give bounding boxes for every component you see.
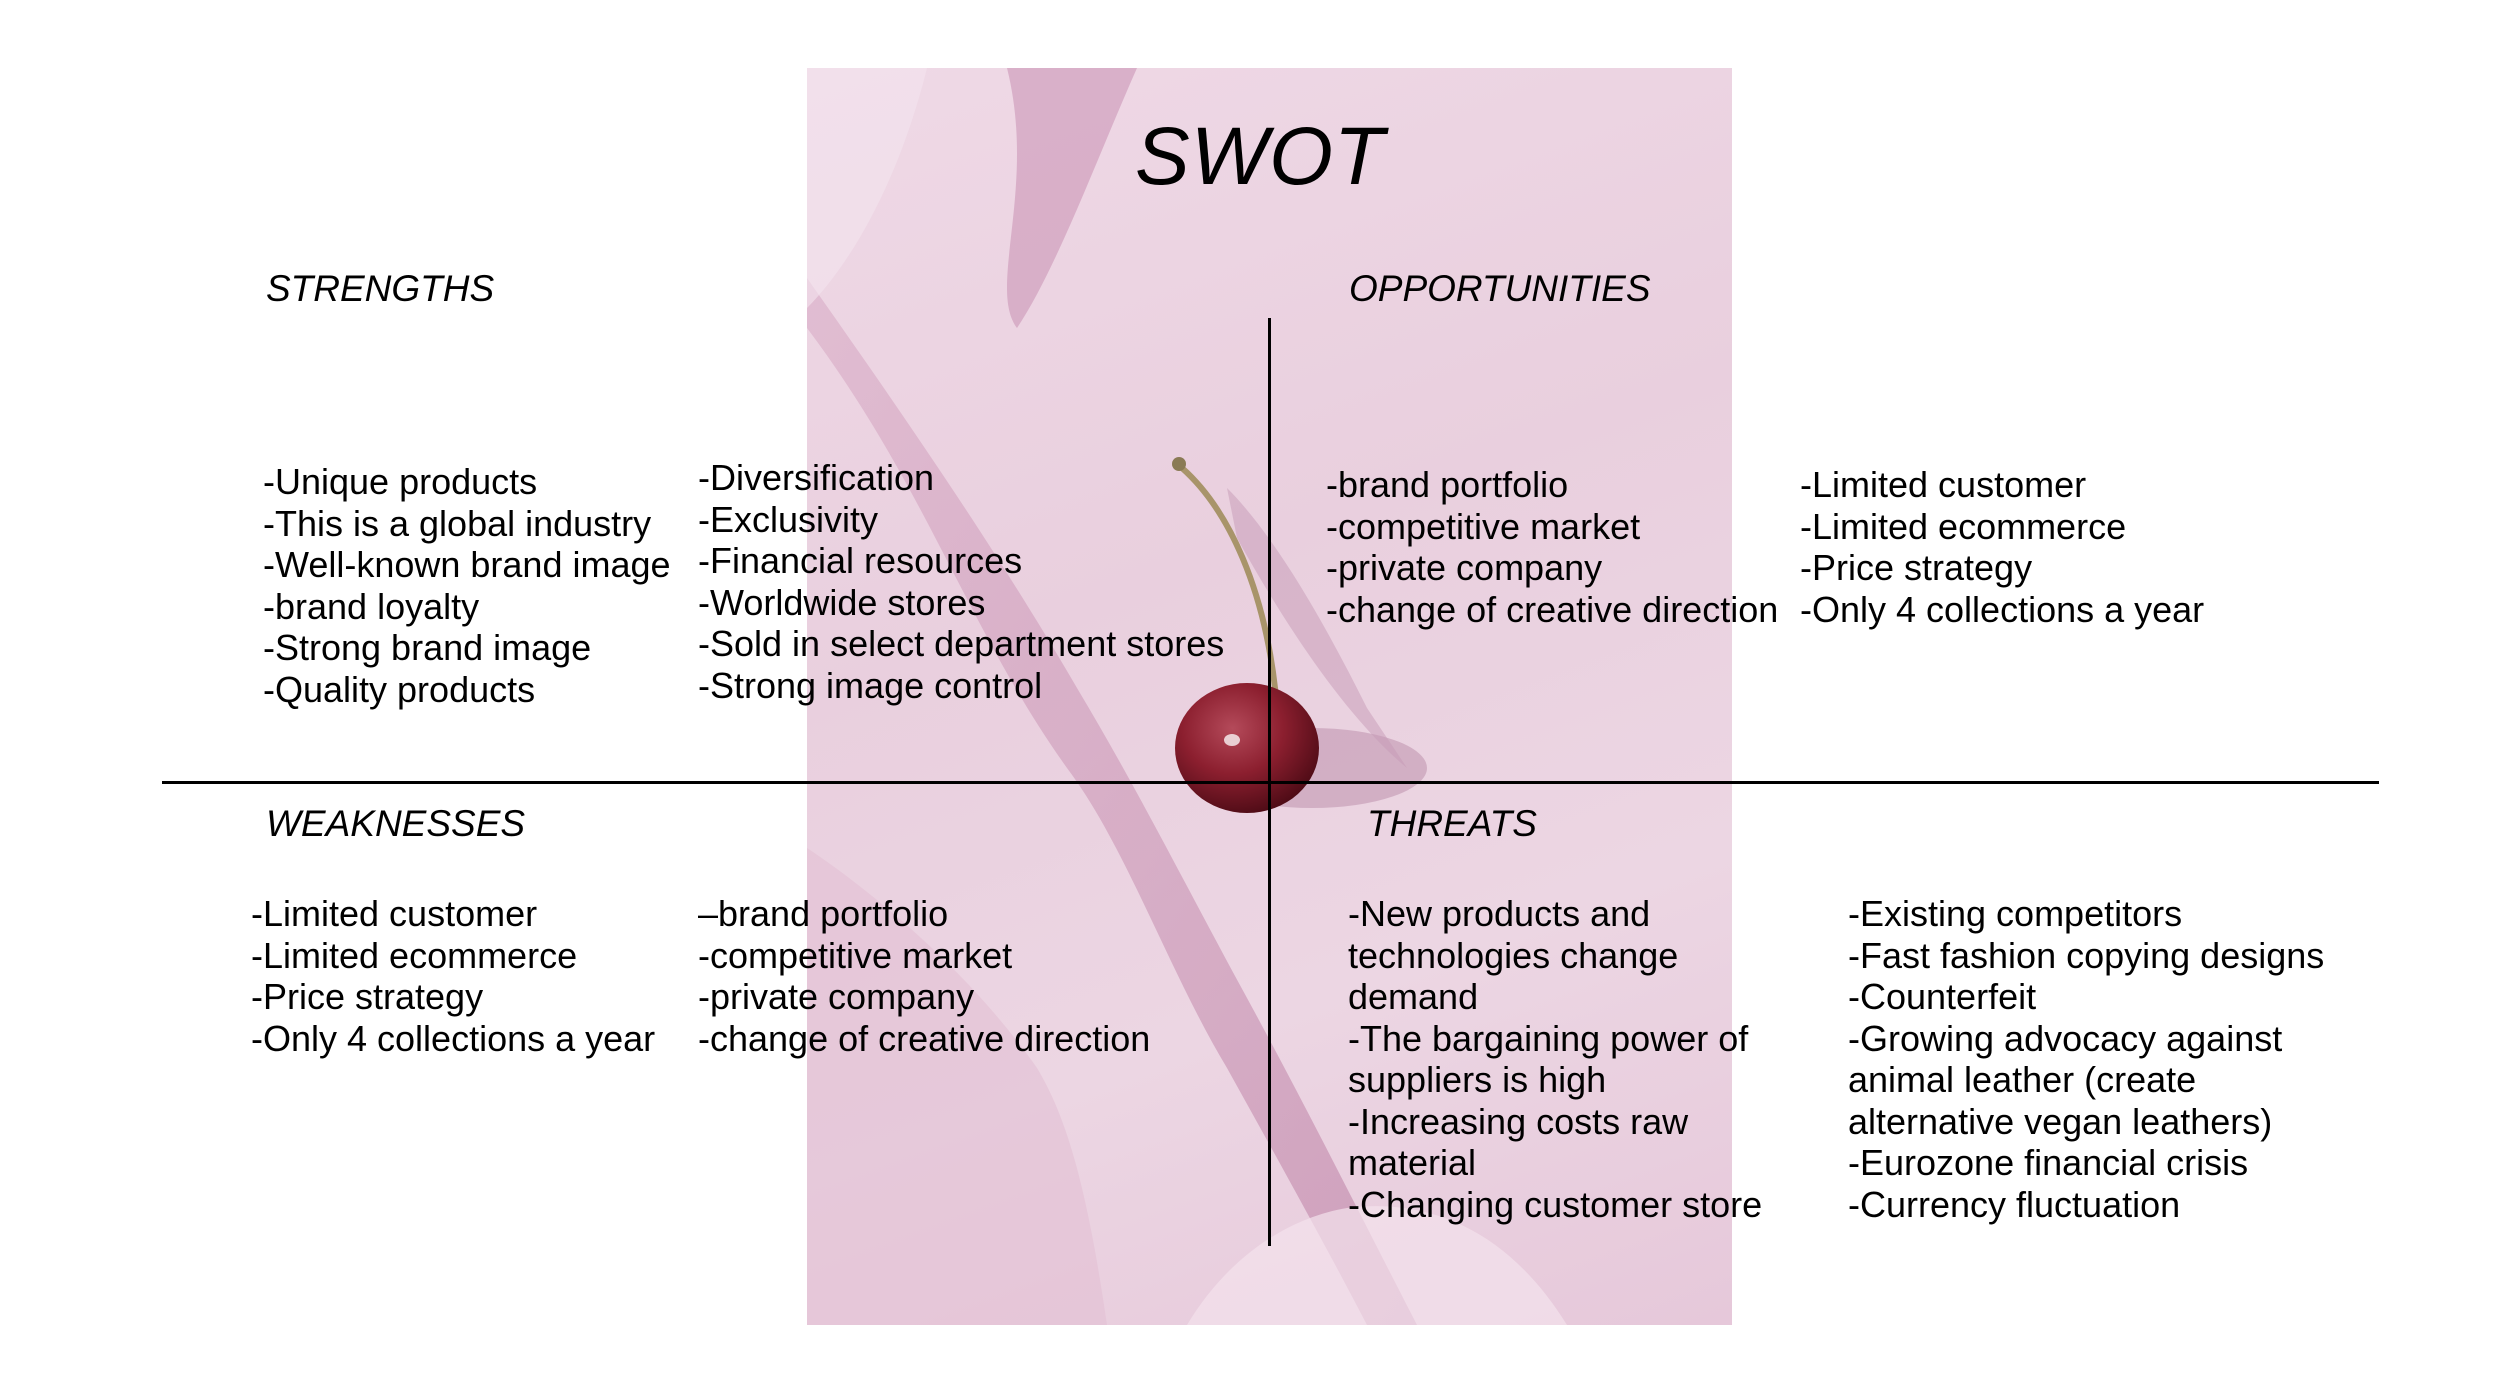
- list-item: -brand loyalty: [263, 585, 480, 627]
- list-item: -Counterfeit: [1848, 976, 2037, 1017]
- list-item: -private company: [698, 976, 975, 1017]
- list-item: -Quality products: [263, 668, 536, 710]
- list-item: -Only 4 collections a year: [1800, 588, 2205, 630]
- vertical-axis-line: [1268, 318, 1271, 1246]
- list-item: -Fast fashion copying designs: [1848, 934, 2325, 976]
- list-item: -Existing competitors: [1848, 893, 2183, 934]
- list-item: -Diversification: [698, 457, 935, 498]
- list-item: -private company: [1326, 547, 1603, 588]
- list-item: -Financial resources: [698, 540, 1023, 581]
- threats-list-2: [1848, 893, 2348, 1225]
- list-item: -Unique products: [263, 461, 538, 502]
- list-item: -Well-known brand image: [263, 544, 671, 585]
- slide-title: SWOT: [1135, 111, 1385, 202]
- threats-heading: THREATS: [1367, 803, 1537, 844]
- list-item: -Exclusivity: [698, 498, 879, 540]
- opportunities-list-1: [1326, 464, 1778, 630]
- list-item: -New products and technologies change demand: [1348, 893, 1679, 1017]
- list-item: -Only 4 collections a year: [251, 1017, 656, 1059]
- list-item: -Limited customer: [1800, 464, 2087, 505]
- list-item: -Currency fluctuation: [1848, 1183, 2181, 1225]
- list-item: -change of creative direction: [1326, 588, 1779, 630]
- list-item: -The bargaining power of suppliers is high: [1348, 1017, 1749, 1100]
- strengths-list-1: [263, 461, 671, 710]
- opportunities-heading: OPPORTUNITIES: [1349, 268, 1651, 309]
- list-item: -Price strategy: [1800, 547, 2033, 588]
- list-item: -brand portfolio: [1326, 464, 1569, 505]
- weaknesses-heading: WEAKNESSES: [266, 803, 526, 844]
- opportunities-list-2: [1800, 464, 2204, 630]
- list-item: -Changing customer store: [1348, 1183, 1763, 1225]
- list-item: -Growing advocacy against animal leather (create alternative vegan leathers): [1848, 1017, 2283, 1142]
- strengths-heading: STRENGTHS: [266, 268, 495, 309]
- list-item: -Strong image control: [698, 664, 1043, 706]
- list-item: -competitive market: [698, 934, 1013, 976]
- list-item: -competitive market: [1326, 505, 1641, 547]
- list-item: -Sold in select department stores: [698, 623, 1225, 664]
- list-item: -Limited ecommerce: [251, 934, 578, 976]
- list-item: -Price strategy: [251, 976, 484, 1017]
- list-item: -change of creative direction: [698, 1017, 1151, 1059]
- list-item: -Limited ecommerce: [1800, 505, 2127, 547]
- list-item: -Limited customer: [251, 893, 538, 934]
- threats-list-1: [1348, 893, 1818, 1225]
- list-item: -Strong brand image: [263, 627, 592, 668]
- weaknesses-list-2: [698, 893, 1150, 1059]
- list-item: -Eurozone financial crisis: [1848, 1142, 2249, 1183]
- weaknesses-list-1: [251, 893, 655, 1059]
- list-item: -Increasing costs raw material: [1348, 1100, 1689, 1183]
- list-item: -This is a global industry: [263, 502, 652, 544]
- list-item: -Worldwide stores: [698, 581, 986, 623]
- strengths-list-2: [698, 457, 1224, 706]
- list-item: –brand portfolio: [698, 893, 949, 934]
